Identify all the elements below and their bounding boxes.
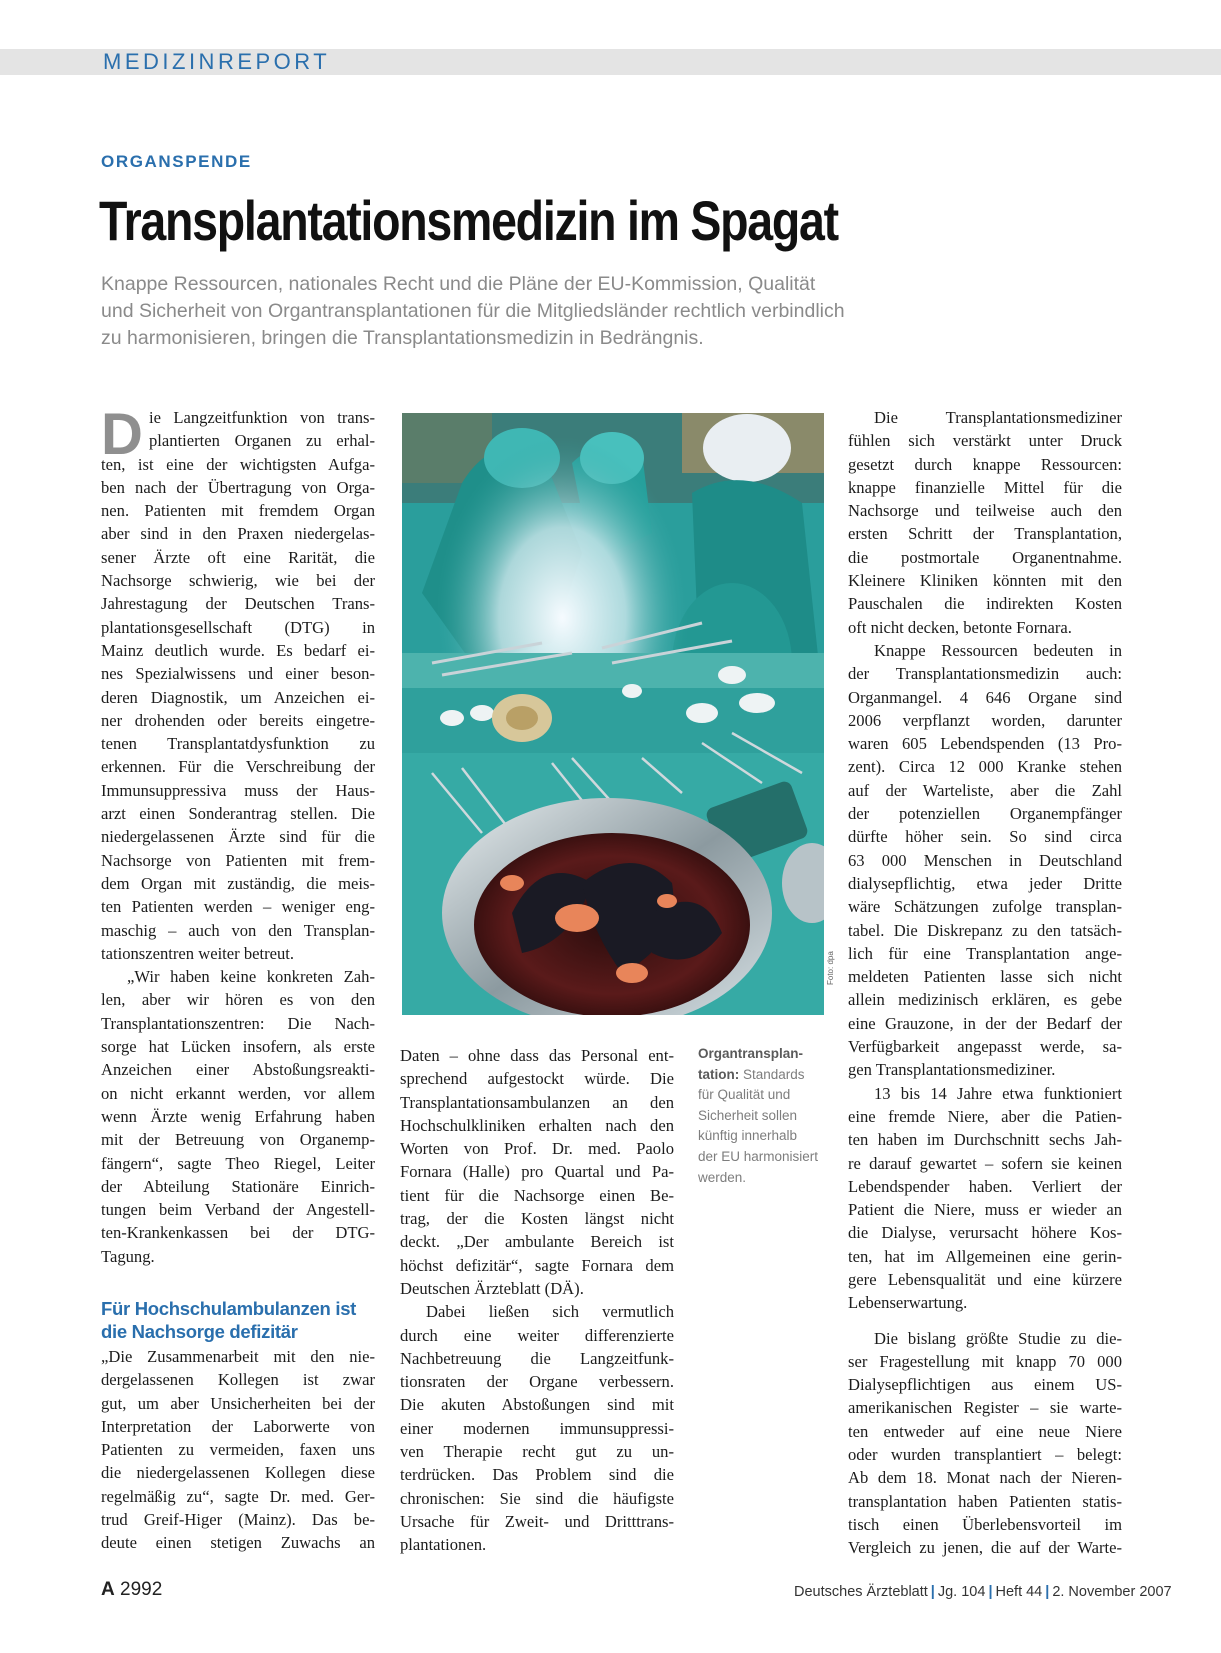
text-line: tisch einen Überlebensvorteil im (848, 1514, 1122, 1534)
text-line: ten haben im Durchschnitt sechs Jah- (848, 1130, 1122, 1150)
footer-volume: Jg. 104 (937, 1584, 986, 1600)
text-line: sorge hat Lücken insofern, als erste (101, 1037, 375, 1057)
kicker: ORGANSPENDE (101, 152, 252, 171)
text-line: allein medizinisch erklären, es gebe (848, 990, 1122, 1010)
text-line: Lebenserwartung. (848, 1293, 968, 1313)
text-line: wenn Ärzte wenig Erfahrung haben (101, 1106, 375, 1126)
drop-cap: D (101, 402, 143, 467)
caption-line-1 (698, 1065, 838, 1086)
folio-prefix: A (101, 1579, 115, 1600)
text-line: tient für die Nachsorge einen Be- (400, 1185, 674, 1205)
text-line: Vergleich zu jenen, die auf der Warte- (848, 1538, 1122, 1558)
footer-date: 2. November 2007 (1052, 1584, 1172, 1600)
text-line: amerikanischen Register – sie warte- (848, 1398, 1122, 1418)
text-line: Knappe Ressourcen bedeuten in (874, 640, 1122, 660)
caption-text: werden. (698, 1169, 747, 1185)
text-line: Dabei ließen sich vermutlich (426, 1302, 674, 1322)
text-line: Immunsuppressiva muss der Haus- (101, 780, 375, 800)
text-line: erkennen. Für die Verschreibung der (101, 757, 375, 777)
footer-issue: Heft 44 (995, 1584, 1043, 1600)
text-line: Nachsorge von Patienten mit frem- (101, 850, 375, 870)
text-line: tenen Transplantatdysfunktion zu (101, 734, 375, 754)
text-line: ben nach der Übertragung von Orga- (101, 477, 375, 497)
text-line: 63 000 Menschen in Deutschland (848, 850, 1122, 870)
surgery-photo-illustration (402, 413, 824, 1015)
text-line: ten, hat im Allgemeinen eine gerin- (848, 1246, 1122, 1266)
footer-journal-info (794, 1582, 1172, 1602)
text-line: plantierten Organen zu erhal- (149, 431, 375, 451)
text-line: transplantation haben Patienten statis- (848, 1491, 1122, 1511)
text-line: durch eine weiter differenzierte (400, 1325, 674, 1345)
text-line: Pauschalen die indirekten Kosten (848, 594, 1122, 614)
page-folio (101, 1578, 162, 1602)
text-line: eine Grauzone, in der der Bedarf der (848, 1013, 1122, 1033)
caption-label: Organtransplan- (698, 1046, 804, 1061)
text-line: nes Spezialwissens und einer beson- (101, 664, 375, 684)
text-line: deute einen stetigen Zuwachs an (101, 1533, 375, 1553)
text-line: der Abteilung Stationäre Einrich- (101, 1176, 375, 1196)
text-line: 13 bis 14 Jahre etwa funktioniert (874, 1083, 1122, 1103)
text-line: tionsraten der Organe verbessern. (400, 1372, 674, 1392)
text-line: Die akuten Abstoßungen sind mit (400, 1395, 674, 1415)
text-line: Ab dem 18. Monat nach der Nieren- (848, 1468, 1122, 1488)
text-line: nen. Patienten mit fremdem Organ (101, 501, 375, 521)
text-line: ner drohenden oder bereits eingetre- (101, 710, 375, 730)
page-number: 2992 (120, 1579, 163, 1600)
text-line: dürfte höher sein. So sind circa (848, 827, 1122, 847)
text-line: Jahrestagung der Deutschen Trans- (101, 594, 375, 614)
text-line: ser Fragestellung mit knapp 70 000 (848, 1351, 1122, 1371)
text-line: Nachsorge schwierig, wie bei der (101, 571, 375, 591)
text-line: re darauf gewartet – sofern sie keinen (848, 1153, 1122, 1173)
text-line: lich für eine Transplantation ange- (848, 943, 1122, 963)
text-line: Anzeichen einer Abstoßungsreakti- (101, 1060, 375, 1080)
column-2 (400, 1044, 674, 1557)
text-line: dialysepflichtig, etwa jeder Dritte (848, 873, 1122, 893)
text-line: Interpretation der Laborwerte von (101, 1416, 375, 1436)
photo-caption (698, 1044, 838, 1188)
text-line: deren Diagnostik, um Anzeichen ei- (101, 687, 375, 707)
caption-text: Standards (743, 1066, 805, 1082)
text-line: on nicht erkannt werden, vor allem (101, 1083, 375, 1103)
text-line: Patient die Niere, muss er wieder an (848, 1200, 1122, 1220)
text-line: Fornara (Halle) pro Quartal und Pa- (400, 1162, 674, 1182)
text-line: Verfügbarkeit angepasst werde, sa- (848, 1037, 1122, 1057)
caption-text: der EU harmonisiert (698, 1148, 819, 1164)
caption-text: für Qualität und (698, 1087, 791, 1103)
text-line: dem Organ mit zuständig, die meis- (101, 873, 375, 893)
lead-line: zu harmonisieren, bringen die Transplantationsmedizin in Bedrängnis. (101, 327, 704, 349)
text-line: Ursache für Zweit- und Dritttrans- (400, 1511, 674, 1531)
text-line: meldeten Patienten lasse sich nicht (848, 967, 1122, 987)
column-3 (848, 406, 1122, 1560)
text-line: waren 605 Lebendspenden (13 Pro- (848, 734, 1122, 754)
text-line: tabel. Die Diskrepanz zu den tatsäch- (848, 920, 1122, 940)
paragraph-gap (848, 1315, 1122, 1327)
text-line: Die Transplantationsmediziner (874, 408, 1122, 427)
text-line: arzt einen Sonderantrag stellen. Die (101, 804, 375, 824)
text-line: ersten Schritt der Transplantation, (848, 524, 1122, 544)
text-line: Transplantationsambulanzen an den (400, 1092, 674, 1112)
text-line: Tagung. (101, 1246, 155, 1266)
text-line: oft nicht decken, betonte Fornara. (848, 617, 1072, 637)
text-line: gere Lebensqualität und eine kürzere (848, 1269, 1122, 1289)
text-line: Organmangel. 4 646 Organe sind (848, 687, 1122, 707)
text-line: chronischen: Sie sind die häufigste (400, 1488, 674, 1508)
text-line: len, aber wir hören es von den (101, 990, 375, 1010)
text-line: regelmäßig zu“, sagte Dr. med. Ger- (101, 1486, 375, 1506)
text-line: niedergelassenen Ärzte sind für die (101, 827, 375, 847)
text-line: fängern“, sagte Theo Riegel, Leiter (101, 1153, 375, 1173)
text-line: „Wir haben keine konkreten Zah- (127, 967, 375, 987)
text-line: ten Patienten werden – weniger eng- (101, 897, 375, 917)
surgery-photo (402, 413, 824, 1015)
text-line: terdrücken. Das Problem sind die (400, 1465, 674, 1485)
text-line: aber sind in den Praxen niedergelas- (101, 524, 375, 544)
text-line: Worten von Prof. Dr. med. Paolo (400, 1139, 674, 1159)
headline: Transplantationsmedizin im Spagat (99, 189, 838, 252)
text-line: höchst defizitär“, sagte Fornara dem (400, 1255, 674, 1275)
text-line: ten, ist eine der wichtigsten Aufga- (101, 454, 375, 474)
text-line: tationszentren weiter betreut. (101, 943, 295, 963)
separator: | (1045, 1584, 1050, 1600)
text-line: deckt. „Der ambulante Bereich ist (400, 1232, 674, 1252)
text-line: 2006 verpflanzt worden, darunter (848, 710, 1122, 730)
text-line: mit der Betreuung von Organemp- (101, 1130, 375, 1150)
caption-label: tation: (698, 1066, 740, 1082)
text-line: trag, der die Kosten längst nicht (400, 1209, 674, 1229)
text-line: Transplantationszentren: Die Nach- (101, 1013, 375, 1033)
text-line: Dialysepflichtigen aus einem US- (848, 1375, 1122, 1395)
lead-line: Knappe Ressourcen, nationales Recht und die Pläne der EU-Kommission, Qualität (101, 273, 816, 295)
text-line: gut, um aber Unsicherheiten bei der (101, 1393, 375, 1413)
footer-journal: Deutsches Ärzteblatt (794, 1584, 928, 1600)
text-line: die postmortale Organentnahme. (848, 547, 1122, 567)
text-line: ven Therapie recht gut zu un- (400, 1442, 674, 1462)
text-line: plantationsgesellschaft (DTG) in (101, 617, 375, 637)
section-label: MEDIZINREPORT (103, 49, 331, 74)
text-line: Hochschulkliniken erhalten nach den (400, 1115, 674, 1135)
text-line: sener Ärzte oft eine Rarität, die (101, 547, 375, 567)
text-line: auf der Warteliste, aber die Zahl (848, 780, 1122, 800)
text-line: Lebendspender haben. Verliert der (848, 1176, 1122, 1196)
text-line: ie Langzeitfunktion von trans- (149, 408, 375, 427)
lead-line: und Sicherheit von Organtransplantationen für die Mitgliedsländer rechtlich verbindlich (101, 300, 845, 322)
text-line: tungen beim Verband der Angestell- (101, 1200, 375, 1220)
text-line: Daten – ohne dass das Personal ent- (400, 1046, 674, 1065)
column-1 (101, 402, 375, 1268)
subheading-line: Für Hochschulambulanzen ist (101, 1298, 357, 1319)
text-line: zent). Circa 12 000 Kranke stehen (848, 757, 1122, 777)
subheading (101, 1297, 391, 1343)
text-line: Nachbetreuung die Langzeitfunk- (400, 1348, 674, 1368)
text-line: ten-Krankenkassen bei der DTG- (101, 1223, 375, 1243)
text-line: der Transplantationsmedizin auch: (848, 664, 1122, 684)
text-line: die niedergelassenen Kollegen diese (101, 1463, 375, 1483)
text-line: gen Transplantationsmediziner. (848, 1060, 1056, 1080)
text-line: gesetzt durch knappe Ressourcen: (848, 454, 1122, 474)
text-line: ten entweder auf eine neue Niere (848, 1421, 1122, 1441)
text-line: sprechend aufgestockt würde. Die (400, 1069, 674, 1089)
text-line: die Dialyse, verursacht höhere Kos- (848, 1223, 1122, 1243)
lead (101, 271, 1001, 352)
text-line: maschig – auch von den Transplan- (101, 920, 375, 940)
text-line: eine fremde Niere, aber die Patien- (848, 1106, 1122, 1126)
text-line: plantationen. (400, 1535, 487, 1555)
separator: | (930, 1584, 935, 1600)
text-line: „Die Zusammenarbeit mit den nie- (101, 1347, 375, 1366)
text-line: wäre Schätzungen zufolge transplan- (848, 897, 1122, 917)
separator: | (988, 1584, 993, 1600)
text-line: trud Greif-Higer (Mainz). Das be- (101, 1510, 375, 1530)
text-line: knappe finanzielle Mittel für die (848, 477, 1122, 497)
caption-text: Sicherheit sollen (698, 1107, 798, 1123)
caption-text: künftig innerhalb (698, 1128, 798, 1144)
text-line: Nachsorge und teilweise auch den (848, 501, 1122, 521)
text-line: dergelassenen Kollegen ist zwar (101, 1370, 375, 1390)
text-line: Kleinere Kliniken könnten mit den (848, 571, 1122, 591)
column-1-continued (101, 1345, 375, 1555)
text-line: Mainz deutlich wurde. Es bedarf ei- (101, 640, 375, 660)
text-line: der potenziellen Organempfänger (848, 804, 1122, 824)
text-line: fühlen sich verstärkt unter Druck (848, 431, 1122, 451)
text-line: einer modernen immunsuppressi- (400, 1418, 674, 1438)
photo-credit: Foto: dpa (826, 951, 835, 985)
text-line: Deutschen Ärzteblatt (DÄ). (400, 1278, 584, 1298)
text-line: oder wurden transplantiert – belegt: (848, 1445, 1122, 1465)
text-line: Die bislang größte Studie zu die- (874, 1328, 1122, 1348)
text-line: Patienten zu vermeiden, faxen uns (101, 1440, 375, 1460)
subheading-line: die Nachsorge defizitär (101, 1321, 298, 1342)
